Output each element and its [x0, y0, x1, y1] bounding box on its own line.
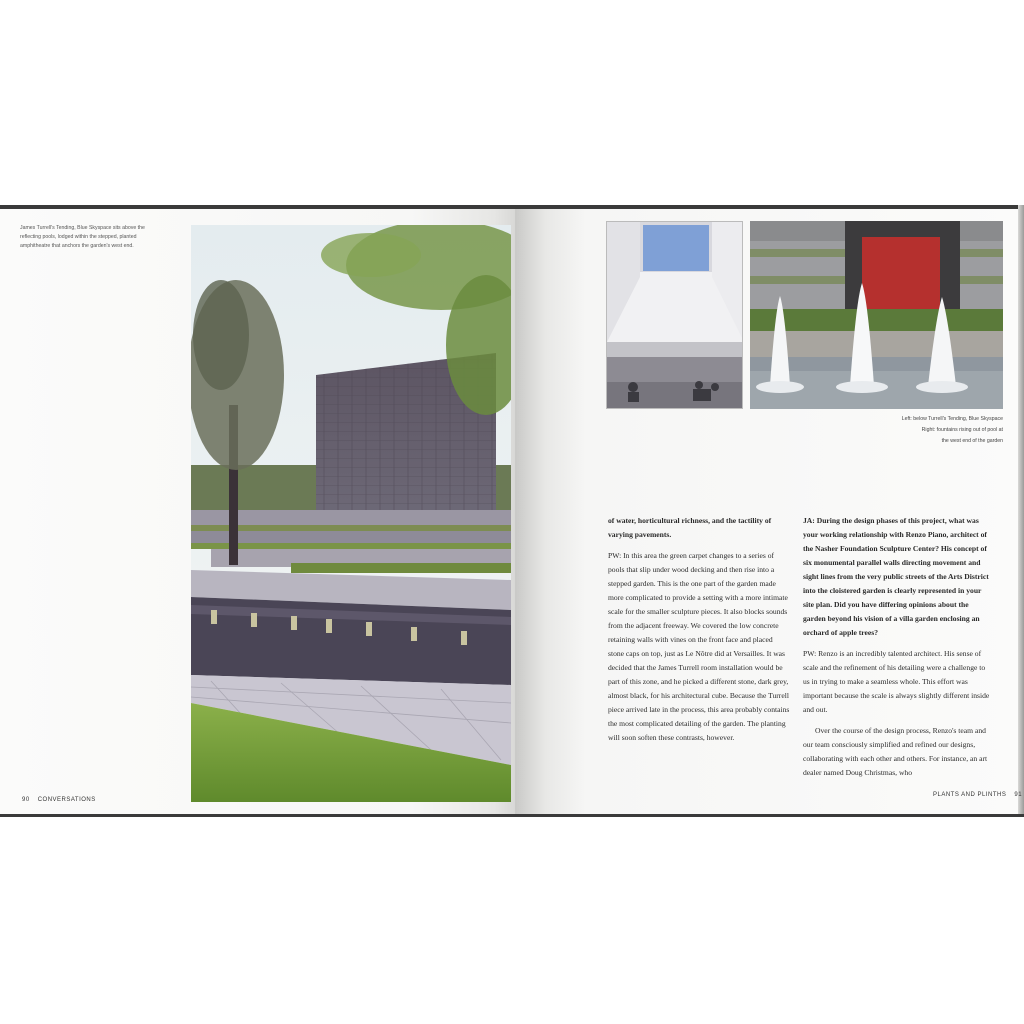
book-bottom-edge — [0, 814, 1024, 817]
caption-line: Right: fountains rising out of pool at — [921, 427, 1003, 433]
left-folio — [22, 797, 104, 803]
caption-line: the west end of the garden — [941, 438, 1003, 444]
paragraph: of water, horticultural richness, and the tactility of varying pavements. — [608, 516, 772, 539]
page-number: 91 — [1014, 792, 1023, 798]
skyspace-photo — [606, 221, 743, 409]
running-head: CONVERSATIONS — [37, 797, 96, 803]
caption-line: Left: below Turrell's Tending, Blue Skyspace — [901, 416, 1003, 422]
paragraph: Over the course of the design process, Renzo's team and our team consciously simplified and refined our designs, collaborating with each other and others. For instance, an art dealer named Doug Christmas, who — [803, 726, 988, 777]
text-column-1 — [608, 514, 790, 752]
fountain-photo — [750, 221, 1003, 409]
book-fore-edge — [1018, 205, 1024, 817]
right-photos-caption — [860, 414, 1003, 447]
garden-photo — [191, 225, 511, 802]
paragraph: PW: In this area the green carpet changes to a series of pools that slip under wood decking and then rise into a stepped garden. This is the one part of the garden made more complicated to provide a setting with a more intimate scale for the smaller sculpture pieces. It also blocks sounds from the adjacent freeway. We covered the low concrete retaining walls with vines on the front face and placed stone caps on top, just as Le Nôtre did at Versailles. It was decided that the James Turrell room installation would be part of this zone, and he picked a different stone, dark grey, almost black, for his architectural cube. Because the Turrell piece arrived late in the process, this area probably contains the most complicated detailing of the garden. The planting will soon soften these contrasts, however. — [608, 551, 790, 742]
right-folio — [925, 792, 1022, 798]
running-head: PLANTS AND PLINTHS — [933, 792, 1007, 798]
page-number: 90 — [22, 797, 30, 803]
text-column-2 — [803, 514, 993, 787]
left-photo-caption: James Turrell's Tending, Blue Skyspace sits above the reflecting pools, lodged within the stepped, planted amphitheatre that anchors the garden's west end. — [20, 225, 145, 249]
paragraph: JA: During the design phases of this project, what was your working relationship with Renzo Piano, architect of the Nasher Foundation Sculpture Center? His concept of six monumental parallel walls directing movement and sight lines from the very public streets of the Arts District into the cloistered garden is clearly represented in your site plan. Did you have differing opinions about the garden beyond his vision of a villa garden enclosing an orchard of apple trees? — [803, 516, 989, 637]
paragraph: PW: Renzo is an incredibly talented architect. His sense of scale and the refinement of his detailing were a challenge to us in trying to make a seamless whole. This effort was important because the scale is always slightly different inside and out. — [803, 649, 990, 714]
